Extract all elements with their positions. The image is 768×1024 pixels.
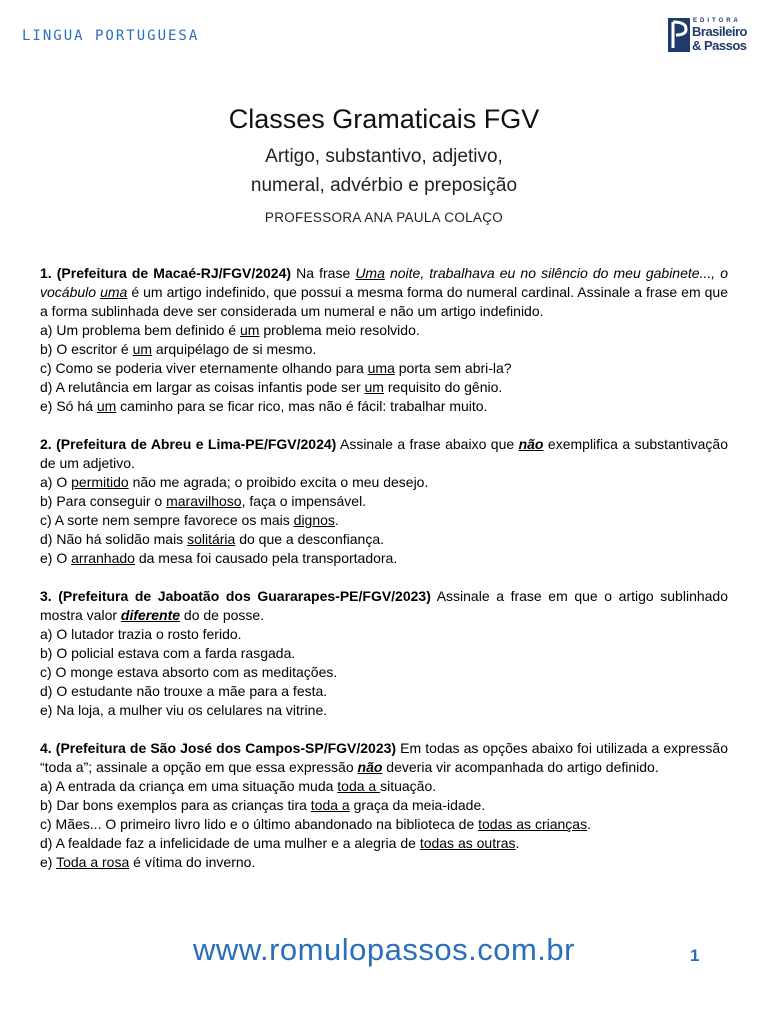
q2-text-end: exemplifica a substantivação de um adjetivo. (40, 436, 728, 471)
document-subtitle-1: Artigo, substantivo, adjetivo, (265, 146, 503, 167)
q2-option-e (40, 549, 728, 568)
opt-text: caminho para se ficar rico, mas não é fácil: trabalhar muito. (116, 398, 488, 414)
q4-text-end: deveria vir acompanhada do artigo definido. (382, 759, 659, 775)
document-author: PROFESSORA ANA PAULA COLAÇO (264, 210, 504, 225)
logo-small-text: EDITORA (693, 18, 741, 24)
q3-text: Assinale a frase em que o artigo sublinhado mostra valor (40, 588, 728, 623)
opt-text: c) Como se poderia viver eternamente olhando para (40, 360, 368, 376)
logo-line2: & Passos (692, 38, 747, 53)
opt-text: da mesa foi causado pela transportadora. (134, 550, 398, 566)
opt-underlined: todas as crianças (478, 816, 588, 832)
opt-text: b) Dar bons exemplos para as crianças tira (40, 797, 311, 813)
q2-option-c (40, 511, 728, 530)
q2-emphasis: não (518, 436, 544, 452)
logo-mark-icon (668, 18, 690, 52)
q4-option-a (40, 777, 728, 796)
q2-option-b (40, 492, 728, 511)
opt-text: a) A entrada da criança em uma situação muda (40, 778, 338, 794)
q3-option-e: e) Na loja, a mulher viu os celulares na vitrine. (40, 702, 328, 718)
opt-underlined: todas as outras (419, 835, 516, 851)
question-3-stem (40, 587, 728, 625)
q2-option-d (40, 530, 728, 549)
q1-quote: noite, trabalhava eu no silêncio do meu gabinete..., o vocábulo (40, 265, 728, 300)
document-title: Classes Gramaticais FGV (228, 104, 540, 134)
question-1 (40, 264, 728, 416)
opt-text: requisito do gênio. (383, 379, 503, 395)
q4-text: Em todas as opções abaixo foi utilizada a expressão “toda a”; assinale a opção em que essa expressão (40, 740, 728, 775)
opt-underlined: toda a (337, 778, 381, 794)
q1-option-a (40, 321, 728, 340)
q2-option-a (40, 473, 728, 492)
opt-underlined: um (240, 322, 260, 338)
question-3 (40, 587, 728, 720)
opt-text: graça da meia-idade. (349, 797, 486, 813)
page-number: 1 (690, 946, 700, 965)
opt-text: a) O (40, 474, 72, 490)
publisher-logo (668, 18, 748, 54)
q3-option-d: d) O estudante não trouxe a mãe para a festa. (40, 683, 328, 699)
opt-underlined: maravilhoso (166, 493, 242, 509)
opt-text: é vítima do inverno. (129, 854, 256, 870)
opt-underlined: arranhado (71, 550, 135, 566)
opt-text: , faça o impensável. (241, 493, 367, 509)
opt-underlined: Toda a rosa (56, 854, 130, 870)
opt-text: d) A relutância em largar as coisas infantis pode ser (40, 379, 365, 395)
q1-quote-uma2: uma (100, 284, 128, 300)
opt-text: . (587, 816, 591, 832)
q2-text: Assinale a frase abaixo que (336, 436, 519, 452)
q1-quote-uma: Uma (355, 265, 385, 281)
q4-option-e (40, 853, 728, 872)
q4-option-c (40, 815, 728, 834)
q3-option-c: c) O monge estava absorto com as meditações. (40, 664, 338, 680)
q1-option-d (40, 378, 728, 397)
question-4-source: 4. (Prefeitura de São José dos Campos-SP/FGV/2023) (40, 740, 397, 756)
opt-text: a) Um problema bem definido é (40, 322, 240, 338)
opt-text: porta sem abri-la? (394, 360, 512, 376)
q4-option-d (40, 834, 728, 853)
opt-text: d) A fealdade faz a infelicidade de uma mulher e a alegria de (40, 835, 420, 851)
q4-emphasis: não (357, 759, 383, 775)
q1-option-b (40, 340, 728, 359)
opt-text: e) Só há (40, 398, 97, 414)
question-4-stem (40, 739, 728, 777)
opt-underlined: um (364, 379, 384, 395)
opt-text: c) A sorte nem sempre favorece os mais (40, 512, 294, 528)
opt-text: problema meio resolvido. (259, 322, 420, 338)
opt-text: . (334, 512, 339, 528)
opt-text: c) Mães... O primeiro livro lido e o último abandonado na biblioteca de (40, 816, 479, 832)
opt-text: b) Para conseguir o (40, 493, 167, 509)
opt-underlined: permitido (71, 474, 129, 490)
question-1-source: 1. (Prefeitura de Macaé-RJ/FGV/2024) (40, 265, 292, 281)
question-2-source: 2. (Prefeitura de Abreu e Lima-PE/FGV/2024) (40, 436, 337, 452)
footer-website-link[interactable]: www.romulopassos.com.br (193, 932, 575, 967)
opt-underlined: dignos (293, 512, 335, 528)
question-4 (40, 739, 728, 872)
question-2-stem (40, 435, 728, 473)
opt-text: arquipélago de si mesmo. (152, 341, 317, 357)
opt-underlined: uma (367, 360, 395, 376)
q1-text-end: é um artigo indefinido, que possui a mesma forma do numeral cardinal. Assinale a frase em que a forma sublinhada deve ser considerada um numeral e não um artigo indefinido. (40, 284, 729, 319)
opt-text: . (515, 835, 520, 851)
question-2 (40, 435, 728, 568)
opt-text: situação. (380, 778, 437, 794)
opt-text: b) O escritor é (40, 341, 133, 357)
opt-text: não me agrada; o proibido excita o meu desejo. (128, 474, 429, 490)
header-subject: LINGUA PORTUGUESA (22, 28, 200, 44)
opt-text: do que a desconfiança. (235, 531, 384, 547)
q3-option-a: a) O lutador trazia o rosto ferido. (40, 626, 242, 642)
logo-line1: Brasileiro (692, 24, 747, 39)
document-subtitle-2: numeral, advérbio e preposição (250, 175, 518, 196)
opt-underlined: um (96, 398, 117, 414)
q1-text: Na frase (291, 265, 356, 281)
q1-option-e (40, 397, 728, 416)
opt-underlined: toda a (310, 797, 350, 813)
opt-underlined: um (132, 341, 153, 357)
q3-emphasis: diferente (120, 607, 181, 623)
opt-underlined: solitária (187, 531, 236, 547)
q3-text-end: do de posse. (180, 607, 265, 623)
question-list (40, 264, 728, 891)
opt-text: d) Não há solidão mais (40, 531, 188, 547)
opt-text: e) O (40, 550, 72, 566)
q1-option-c (40, 359, 728, 378)
question-1-stem (40, 264, 728, 321)
q3-option-b: b) O policial estava com a farda rasgada. (40, 645, 296, 661)
q4-option-b (40, 796, 728, 815)
opt-text: e) (40, 854, 57, 870)
question-3-source: 3. (Prefeitura de Jaboatão dos Guararapes-PE/FGV/2023) (40, 588, 431, 604)
